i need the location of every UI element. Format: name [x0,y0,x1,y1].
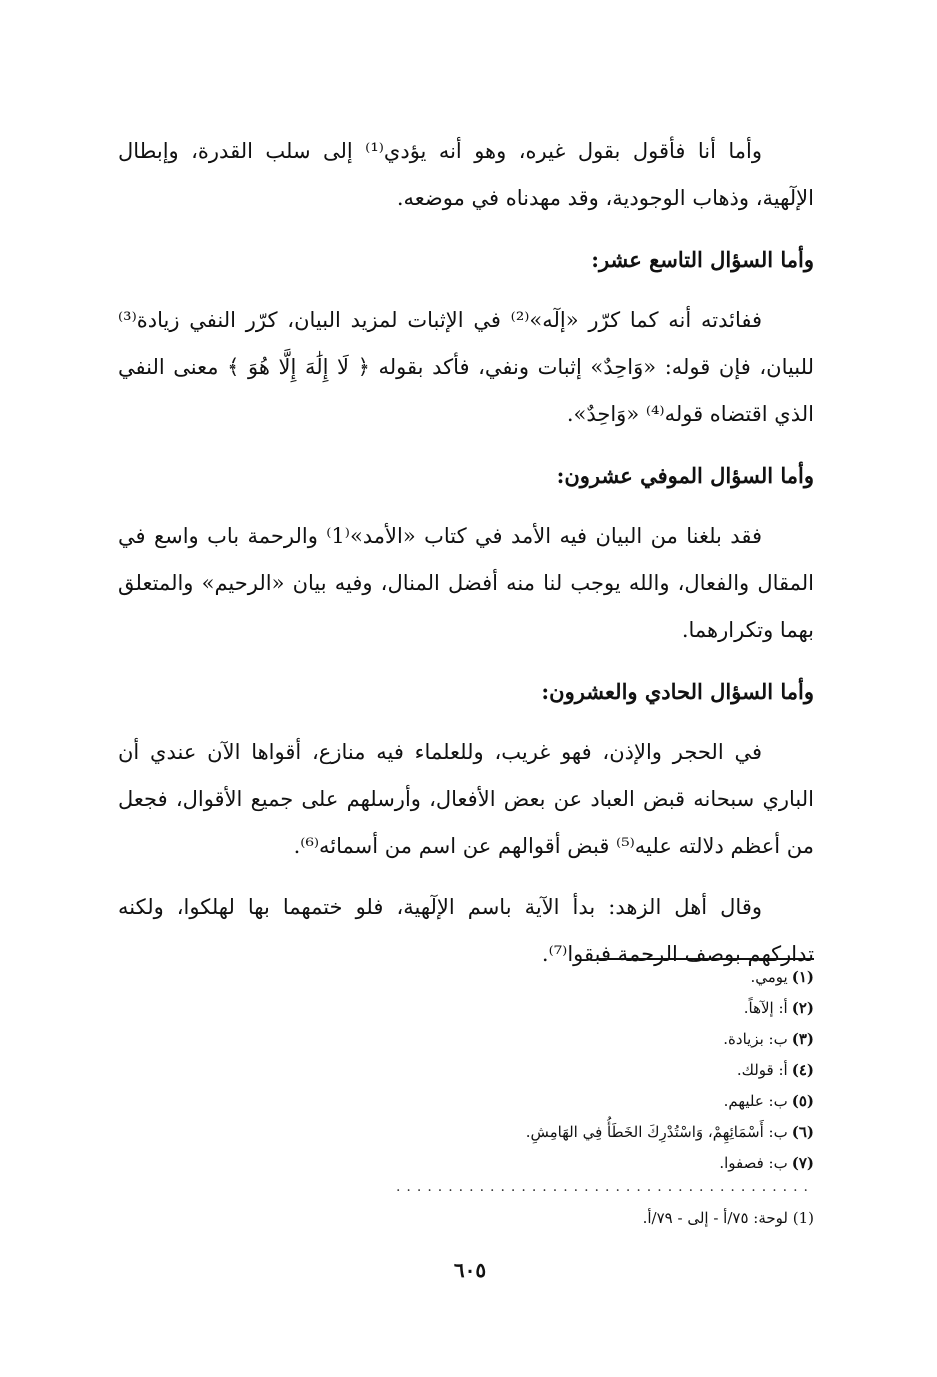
footnote-number: (٧) [791,1154,814,1172]
footnote-text: ب: بزيادة. [723,1030,788,1048]
section-heading-19: وأما السؤال التاسع عشر: [591,247,814,272]
paragraph-4: في الحجر والإذن، فهو غريب، وللعلماء فيه منازع، أقواها الآن عندي أن الباري سبحانه قبض العباد عن بعض الأفعال، وأرسلهم على جميع الأقوال، فجعل من أعظم دلالته عليه⁽⁵⁾ قبض أقوالهم عن اسم من أسمائه⁽⁶⁾. [118,740,814,858]
footnote-5 [400,1086,814,1117]
footnote-text: أ: إلآهاً. [743,999,788,1017]
footnote-2 [400,993,814,1024]
footnote-text: يومي. [750,968,788,986]
paragraph-5: وقال أهل الزهد: بدأ الآية باسم الإلٓهية، فلو ختمهما بها لهلكوا، ولكنه تداركهم بوصف الرحمة فبقوا⁽⁷⁾. [118,895,814,966]
footnote-divider [599,958,814,960]
separator-dots: ........................................ [395,1179,814,1195]
footnote-number: (١) [791,968,814,986]
paragraph-3: فقد بلغنا من البيان فيه الأمد في كتاب «الأمد»⁽1⁾ والرحمة باب واسع في المقال والفعال، والله يوجب لنا منه أفضل المنال، وفيه بيان «الرحيم» والمتعلق بهما وتكرارهما. [118,524,814,642]
footnote-text: ب: عليهم. [723,1092,788,1110]
footnote-7 [400,1148,814,1179]
footnote-number: (٢) [791,999,814,1017]
footnote-number: (٦) [791,1123,814,1141]
footnote-number: (٤) [791,1061,814,1079]
footnote-text: ب: فصفوا. [719,1154,788,1172]
footnotes [395,962,814,1234]
footnote-3 [400,1024,814,1055]
section-heading-20: وأما السؤال الموفي عشرون: [556,463,814,488]
main-text [118,128,814,992]
footnote-1 [400,962,814,993]
manuscript-folio-note: (1) لوحة: ٧٥/أ - إلى - ٧٩/أ. [642,1209,814,1227]
footnote-6 [400,1117,814,1148]
footnote-number: (٥) [791,1092,814,1110]
paragraph-1: وأما أنا فأقول بقول غيره، وهو أنه يؤدي⁽¹⁾ إلى سلب القدرة، وإبطال الإلٓهية، وذهاب الوجودية، وقد مهدناه في موضعه. [118,139,814,210]
footnote-text: أ: قولك. [736,1061,788,1079]
paragraph-2: ففائدته أنه كما كرّر «إلٓه»⁽²⁾ في الإثبات لمزيد البيان، كرّر النفي زيادة⁽³⁾ للبيان، فإن قوله: «وَاحِدٌ» إثبات ونفي، فأكد بقوله ﴿ لَا إِلَٰهَ إِلَّا هُوَ ﴾ معنى النفي الذي اقتضاه قوله⁽⁴⁾ «وَاحِدٌ». [118,308,814,426]
footnote-4 [400,1055,814,1086]
footnote-text: ب: أَسْمَائِهِمْ، وَاسْتُدْرِكَ الخَطَأُ فِي الهَامِشِ. [525,1123,788,1141]
section-heading-21: وأما السؤال الحادي والعشرون: [541,679,814,704]
page-number: ٦٠٥ [453,1258,487,1282]
footnote-number: (٣) [791,1030,814,1048]
